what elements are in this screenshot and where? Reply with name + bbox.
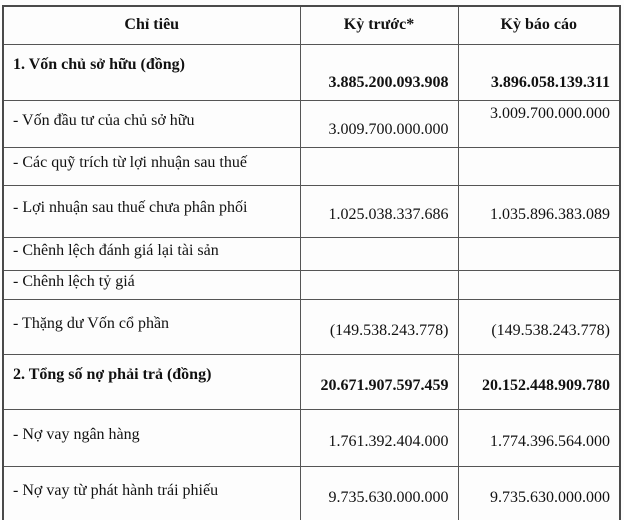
table-row [3,410,620,467]
report-period-value [458,271,620,300]
column-header-ky-bao-cao: Kỳ báo cáo [458,6,620,45]
prev-period-value: 20.671.907.597.459 [300,355,458,410]
prev-period-value: 1.025.038.337.686 [300,186,458,238]
row-label: 2. Tổng số nợ phải trả (đồng) [3,355,300,410]
row-label: - Thặng dư Vốn cổ phần [3,300,300,355]
row-label: - Chênh lệch tỷ giá [3,271,300,300]
report-period-value: 1.035.896.383.089 [458,186,620,238]
report-period-value: 1.774.396.564.000 [458,410,620,467]
prev-period-value [300,148,458,186]
report-period-value: (149.538.243.778) [458,300,620,355]
row-label: - Các quỹ trích từ lợi nhuận sau thuế [3,148,300,186]
report-period-value [458,238,620,271]
column-header-chi-tieu: Chỉ tiêu [3,6,300,45]
table-body [3,45,620,520]
table-row [3,271,620,300]
table-header [3,6,620,45]
prev-period-value [300,271,458,300]
table-row [3,300,620,355]
header-row [3,6,620,45]
report-period-value: 3.896.058.139.311 [458,45,620,101]
prev-period-value [300,238,458,271]
report-period-value: 20.152.448.909.780 [458,355,620,410]
prev-period-value: 9.735.630.000.000 [300,467,458,520]
table-row [3,45,620,101]
report-period-value: 3.009.700.000.000 [458,101,620,148]
prev-period-value: 3.009.700.000.000 [300,101,458,148]
table-row [3,186,620,238]
table-row [3,467,620,520]
table-row [3,101,620,148]
financial-table [2,5,621,520]
prev-period-value: 1.761.392.404.000 [300,410,458,467]
column-header-ky-truoc: Kỳ trước* [300,6,458,45]
table-row [3,355,620,410]
row-label: 1. Vốn chủ sở hữu (đồng) [3,45,300,101]
prev-period-value: 3.885.200.093.908 [300,45,458,101]
report-period-value [458,148,620,186]
row-label: - Chênh lệch đánh giá lại tài sản [3,238,300,271]
report-period-value: 9.735.630.000.000 [458,467,620,520]
row-label: - Nợ vay từ phát hành trái phiếu [3,467,300,520]
row-label: - Vốn đầu tư của chủ sở hữu [3,101,300,148]
row-label: - Nợ vay ngân hàng [3,410,300,467]
row-label: - Lợi nhuận sau thuế chưa phân phối [3,186,300,238]
table-row [3,238,620,271]
prev-period-value: (149.538.243.778) [300,300,458,355]
table-row [3,148,620,186]
